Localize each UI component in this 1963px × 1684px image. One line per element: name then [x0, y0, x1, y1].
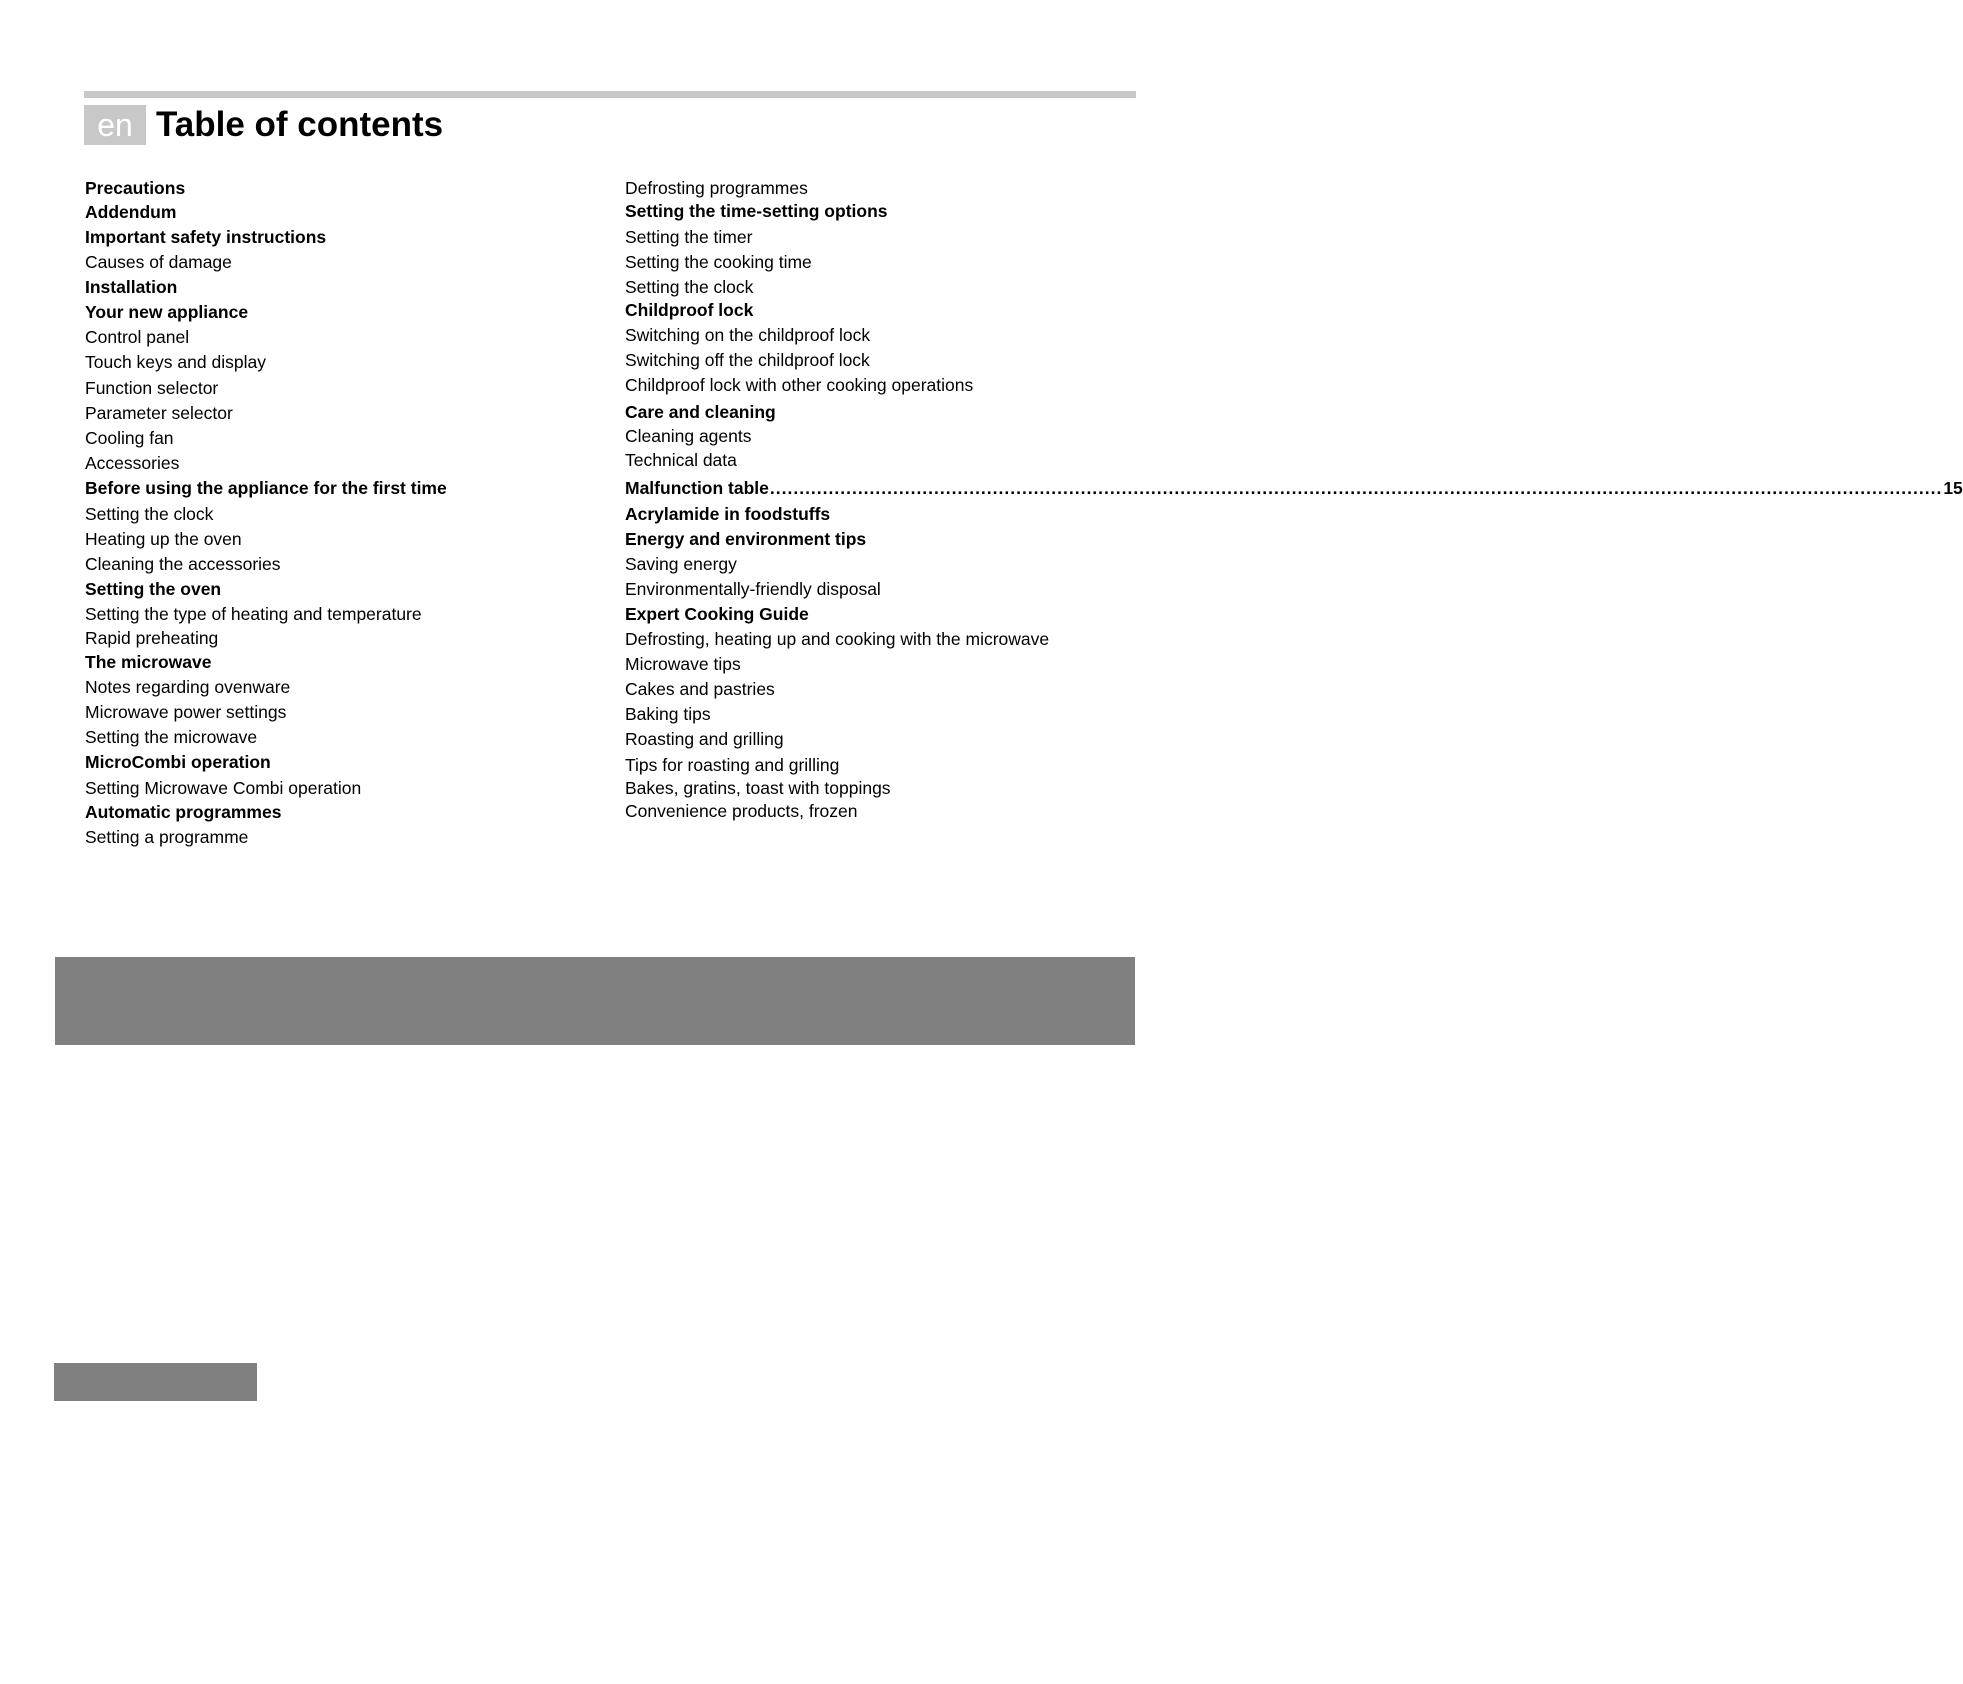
- toc-entry: Setting the timer: [625, 227, 753, 247]
- toc-entry: Your new appliance: [85, 302, 249, 322]
- toc-entry: Control panel: [85, 327, 190, 347]
- toc-entry: Setting the time-setting options: [625, 201, 888, 221]
- toc-entry: Heating up the oven: [85, 529, 242, 549]
- toc-entry: Automatic programmes: [85, 802, 282, 822]
- toc-entry: Cleaning agents: [625, 426, 752, 446]
- toc-entry: Acrylamide in foodstuffs: [625, 504, 831, 524]
- toc-entry: Important safety instructions: [85, 227, 327, 247]
- toc-entry: Defrosting programmes: [625, 178, 808, 198]
- toc-entry: Touch keys and display: [85, 352, 266, 372]
- toc-entry: Tips for roasting and grilling: [625, 755, 840, 775]
- toc-entry: [625, 477, 1963, 499]
- page-title: Table of contents: [156, 105, 444, 144]
- toc-entry: Baking tips: [625, 704, 711, 724]
- toc-entry: Parameter selector: [85, 403, 233, 423]
- toc-entry: Causes of damage: [85, 252, 232, 272]
- header-rule: [84, 91, 1136, 98]
- gray-band: [55, 957, 1135, 1045]
- toc-entry: Setting the cooking time: [625, 252, 812, 272]
- toc-entry: Convenience products, frozen: [625, 801, 858, 821]
- toc-entry: Cakes and pastries: [625, 679, 775, 699]
- toc-entry: Before using the appliance for the first time: [85, 478, 447, 498]
- toc-entry: Microwave tips: [625, 654, 741, 674]
- toc-entry: Microwave power settings: [85, 702, 287, 722]
- toc-entry: Cooling fan: [85, 428, 174, 448]
- toc-page-number: 15: [1943, 478, 1963, 498]
- toc-entry: Rapid preheating: [85, 628, 219, 648]
- toc-entry: Switching on the childproof lock: [625, 325, 871, 345]
- toc-leader-dots: ........................................................................................................................................................................................................: [769, 478, 1943, 498]
- toc-entry: Care and cleaning: [625, 402, 776, 422]
- toc-entry: MicroCombi operation: [85, 752, 271, 772]
- language-badge: en: [84, 105, 146, 145]
- toc-entry-title: Malfunction table: [625, 478, 769, 498]
- toc-entry: Roasting and grilling: [625, 729, 784, 749]
- toc-entry: Childproof lock: [625, 300, 754, 320]
- toc-entry: Energy and environment tips: [625, 529, 867, 549]
- toc-entry: Bakes, gratins, toast with toppings: [625, 778, 891, 798]
- toc-entry: Defrosting, heating up and cooking with the microwave: [625, 629, 1050, 649]
- toc-entry: Setting Microwave Combi operation: [85, 778, 362, 798]
- toc-entry: Addendum: [85, 202, 177, 222]
- toc-entry: Saving energy: [625, 554, 737, 574]
- toc-entry: Function selector: [85, 378, 219, 398]
- toc-entry: Installation: [85, 277, 178, 297]
- toc-entry: Setting a programme: [85, 827, 249, 847]
- toc-entry: Accessories: [85, 453, 180, 473]
- toc-entry: Setting the clock: [85, 504, 214, 524]
- toc-entry: Notes regarding ovenware: [85, 677, 291, 697]
- toc-entry: Technical data: [625, 450, 737, 470]
- toc-entry: Setting the microwave: [85, 727, 258, 747]
- toc-entry: Setting the clock: [625, 277, 754, 297]
- gray-block: [54, 1363, 257, 1401]
- toc-entry: Precautions: [85, 178, 186, 198]
- toc-entry: Switching off the childproof lock: [625, 350, 870, 370]
- toc-entry: The microwave: [85, 652, 212, 672]
- toc-entry: Expert Cooking Guide: [625, 604, 809, 624]
- toc-entry: Cleaning the accessories: [85, 554, 281, 574]
- toc-entry: Environmentally-friendly disposal: [625, 579, 881, 599]
- toc-entry: Setting the type of heating and temperature: [85, 604, 422, 624]
- toc-entry: Childproof lock with other cooking operations: [625, 375, 974, 395]
- toc-entry: Setting the oven: [85, 579, 222, 599]
